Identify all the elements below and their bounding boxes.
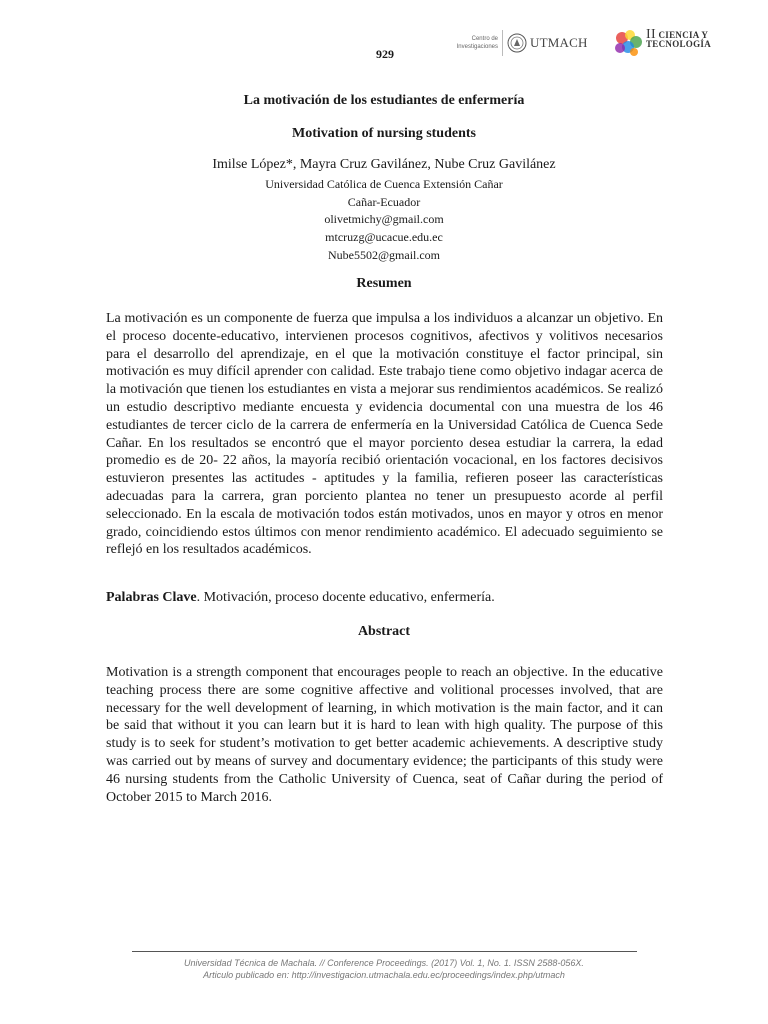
research-center-label: Centro de Investigaciones <box>456 36 498 50</box>
footer-citation: Universidad Técnica de Machala. // Conference Proceedings. (2017) Vol. 1, No. 1. ISSN 2588-056X. <box>184 958 584 968</box>
conference-wordmark: II CIENCIA Y TECNOLOGÍA <box>646 27 712 49</box>
keywords-label: Palabras Clave <box>106 590 197 605</box>
conference-emblem-icon <box>612 26 646 60</box>
university-seal-icon <box>507 33 527 53</box>
keywords-line <box>106 590 495 606</box>
page-number: 929 <box>376 47 394 61</box>
abstract-heading: Abstract <box>357 624 411 639</box>
paper-title-es: La motivación de los estudiantes de enfermería <box>243 93 525 108</box>
author-email: mtcruzg@ucacue.edu.ec <box>325 230 443 244</box>
conference-logo <box>612 26 712 62</box>
footer-url: Articulo publicado en: http://investigacion.utmachala.edu.ec/proceedings/index.php/utmach <box>203 970 565 980</box>
affiliation-location: Cañar-Ecuador <box>347 195 421 209</box>
resumen-body: La motivación es un componente de fuerza que impulsa a los individuos a alcanzar un objetivo. En el proceso docente-educativo, intervienen procesos cognitivos, afectivos y volitivos necesarios para el desarrollo del aprendizaje, en el que la motivación constituye el factor principal, sin motivación es muy difícil aprender con calidad. Este trabajo tiene como objetivo indagar acerca de la motivación que tienen los estudiantes en vista a mejorar sus rendimientos académicos. Se realizó un estudio descriptivo mediante encuesta y evidencia documental con una muestra de los 46 estudiantes de tercer ciclo de la carrera de enfermería en la Universidad Católica de Cuenca Sede Cañar. En los resultados se encontró que el mayor porciento desea estudiar la carrera, la edad promedio es de 20- 22 años, la mayoría recibió orientación vocacional, en los factores decisivos estuvieron presentes las actitudes - aptitudes y la familia, refieren poseer las características adecuadas para la carrera, gran porciento plantea no tener un presupuesto acorde al perfil seleccionado. En la escala de motivación todos están motivados, unos en mayor y otros en menor grado, coincidiendo estos últimos con menor rendimiento académico. El adecuado seguimiento se reflejó en los resultados académicos. <box>106 311 663 558</box>
footer-divider <box>132 951 637 952</box>
paper-title-en: Motivation of nursing students <box>292 126 476 141</box>
utmach-wordmark: UTMACH <box>530 35 588 50</box>
keywords-text: . Motivación, proceso docente educativo, enfermería. <box>196 590 495 605</box>
resumen-heading: Resumen <box>356 276 412 291</box>
logo-divider <box>502 30 503 56</box>
utmach-logo <box>456 28 588 58</box>
author-email: Nube5502@gmail.com <box>327 248 441 262</box>
author-list: Imilse López*, Mayra Cruz Gavilánez, Nube Cruz Gavilánez <box>212 157 556 172</box>
author-email: olivetmichy@gmail.com <box>324 212 444 226</box>
affiliation-institution: Universidad Católica de Cuenca Extensión Cañar <box>265 177 503 191</box>
abstract-body: Motivation is a strength component that encourages people to reach an objective. In the educative teaching process there are some cognitive affective and volitional processes involved, that are necessary for the well development of learning, in which motivation is the main factor, and it can be said that without it you can learn but it is hard to lean with high quality. The purpose of this study is to seek for student’s motivation to get better academic achievements. A descriptive study was carried out by means of survey and documentary evidence; the participants of this study were 46 nursing students from the Catholic University of Cuenca, seat of Cañar during the period of October 2015 to March 2016. <box>106 665 663 805</box>
